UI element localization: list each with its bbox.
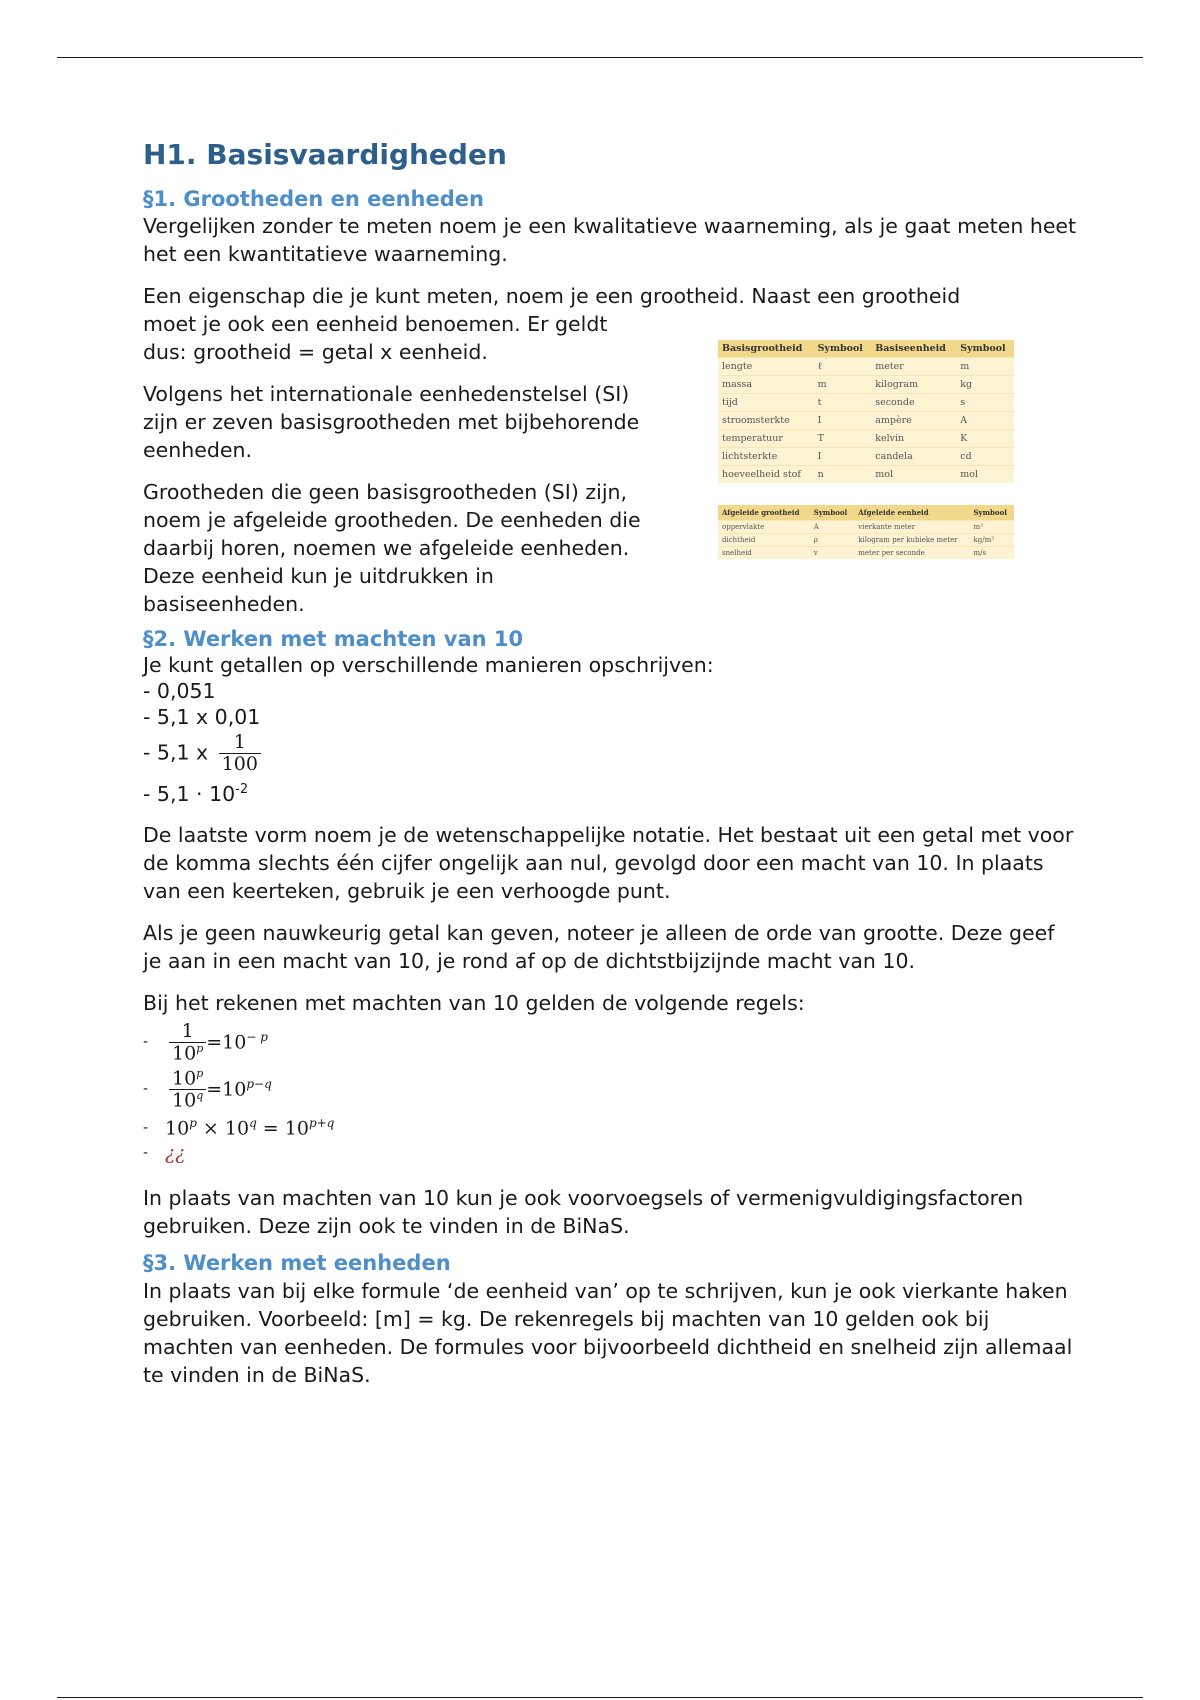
- table-cell: hoeveelheid stof: [718, 466, 814, 484]
- s2-item-3-prefix: - 5,1 x: [143, 740, 209, 765]
- s2-item-1: - 0,051: [143, 679, 216, 704]
- table-cell: kilogram per kubieke meter: [854, 534, 969, 547]
- page-title: H1. Basisvaardigheden: [143, 138, 507, 171]
- rule-3-term-c-exponent: p+q: [308, 1116, 335, 1131]
- table-cell: m: [956, 358, 1014, 376]
- table-cell: m/s: [969, 547, 1014, 560]
- table-cell: A: [956, 412, 1014, 430]
- rule-2-den-exponent: q: [196, 1089, 204, 1103]
- rule-3-term-c: = 10: [256, 1117, 309, 1140]
- rule-1-fraction: [169, 1021, 206, 1064]
- table-cell: v: [810, 547, 854, 560]
- s2-item-2: - 5,1 x 0,01: [143, 705, 261, 730]
- s2-paragraph-4: In plaats van machten van 10 kun je ook voorvoegsels of vermenigvuldigingsfactoren gebruiken. Deze zijn ook te vinden in de BiNaS.: [143, 1186, 1024, 1239]
- table-cell: s: [956, 394, 1014, 412]
- table-cell: n: [814, 466, 872, 484]
- s2-item-4-prefix: - 5,1 · 10: [143, 781, 236, 806]
- fraction: [219, 732, 261, 775]
- rule-1-rhs: [206, 1031, 268, 1053]
- table-cell: kg/m³: [969, 534, 1014, 547]
- table-cell: dichtheid: [718, 534, 810, 547]
- table-cell: meter: [871, 358, 956, 376]
- table-cell: massa: [718, 376, 814, 394]
- s1-p2-line-c: dus: grootheid = getal x eenheid.: [143, 339, 488, 364]
- rule-3-term-b-exponent: q: [249, 1116, 257, 1131]
- rule-2-den-base: 10: [172, 1089, 197, 1112]
- s1-p3-line-c: eenheden.: [143, 437, 252, 462]
- table-header-cell: Basisgrootheid: [718, 340, 814, 358]
- s2-intro: Je kunt getallen op verschillende manieren opschrijven:: [143, 653, 714, 678]
- table-cell: stroomsterkte: [718, 412, 814, 430]
- rule-2-fraction: [169, 1068, 206, 1111]
- s1-p3-line-b: zijn er zeven basisgrootheden met bijbehorende: [143, 409, 640, 434]
- s2-item-3: [143, 732, 1078, 775]
- table-cell: ampère: [871, 412, 956, 430]
- table-header-row: [718, 340, 1014, 358]
- table-cell: kg: [956, 376, 1014, 394]
- table-cell: tijd: [718, 394, 814, 412]
- s1-p2-line-b: moet je ook een eenheid benoemen. Er geldt: [143, 311, 608, 336]
- table-cell: snelheid: [718, 547, 810, 560]
- s3-paragraph-1: In plaats van bij elke formule ‘de eenheid van’ op te schrijven, kun je ook vierkante haken gebruiken. Voorbeeld: [m] = kg. De rekenregels bij machten van 10 gelden ook bij machten van eenheden. De formules voor bijvoorbeeld dichtheid en snelheid zijn allemaal te vinden in de BiNaS.: [143, 1278, 1073, 1387]
- rule-dash: -: [143, 1033, 149, 1050]
- s1-p4-line-a: Grootheden die geen basisgrootheden (SI) zijn,: [143, 479, 628, 504]
- rule-dash: -: [143, 1080, 149, 1097]
- table-row: [718, 547, 1014, 560]
- rule-2-rhs-base: =10: [206, 1078, 247, 1101]
- fraction-denominator: 100: [221, 752, 258, 775]
- rule-4-broken-glyph: ¿¿: [165, 1142, 186, 1165]
- rule-2-num-base: 10: [172, 1067, 197, 1090]
- rule-1-rhs-exponent: − p: [246, 1030, 268, 1045]
- section-1-heading: §1. Grootheden en eenheden: [143, 186, 484, 211]
- bottom-rule: [57, 1697, 1143, 1698]
- table-header-cell: Afgeleide eenheid: [854, 505, 969, 521]
- section-2-heading: §2. Werken met machten van 10: [143, 626, 524, 651]
- s2-paragraph-2: Als je geen nauwkeurig getal kan geven, noteer je alleen de orde van grootte. Deze geef je aan in een macht van 10, je rond af op de dichtstbijzijnde macht van 10.: [143, 920, 1055, 973]
- rule-3-term-a-exponent: p: [189, 1116, 197, 1131]
- si-tables-figure: [718, 340, 1014, 559]
- s1-p4-line-d: Deze eenheid kun je uitdrukken in: [143, 563, 494, 588]
- table-header-cell: Symbool: [810, 505, 854, 521]
- table-cell: oppervlakte: [718, 521, 810, 534]
- table-cell: mol: [871, 466, 956, 484]
- table-body: [718, 358, 1014, 484]
- power-rule-4: [143, 1143, 1078, 1164]
- table-body: [718, 521, 1014, 560]
- rule-2-num-exponent: p: [196, 1066, 204, 1080]
- power-rule-1: [143, 1021, 1078, 1064]
- rule-3-expression: [165, 1117, 334, 1139]
- table-row: [718, 430, 1014, 448]
- power-rule-2: [143, 1068, 1078, 1111]
- table-cell: m: [814, 376, 872, 394]
- rule-3-term-a: 10: [165, 1117, 190, 1140]
- table-row: [718, 521, 1014, 534]
- power-rules: [143, 1021, 1078, 1165]
- table-cell: I: [814, 448, 872, 466]
- s1-p4-line-b: noem je afgeleide grootheden. De eenheden die: [143, 507, 641, 532]
- table-cell: candela: [871, 448, 956, 466]
- table-row: [718, 412, 1014, 430]
- table-row: [718, 358, 1014, 376]
- rule-2-rhs: [206, 1078, 272, 1100]
- rule-1-numerator: 1: [169, 1021, 206, 1043]
- table-row: [718, 466, 1014, 484]
- rule-1-rhs-base: =10: [206, 1031, 247, 1054]
- table-cell: temperatuur: [718, 430, 814, 448]
- power-rule-3: [143, 1117, 1078, 1139]
- table-header-cell: Basiseenheid: [871, 340, 956, 358]
- s1-p4-line-c: daarbij horen, noemen we afgeleide eenheden.: [143, 535, 630, 560]
- table-cell: lengte: [718, 358, 814, 376]
- table-header-row: [718, 505, 1014, 521]
- s1-paragraph-1: Vergelijken zonder te meten noem je een kwalitatieve waarneming, als je gaat meten heet het een kwantitatieve waarneming.: [143, 213, 1077, 266]
- s2-paragraph-1: De laatste vorm noem je de wetenschappelijke notatie. Het bestaat uit een getal met voor de komma slechts één cijfer ongelijk aan nul, gevolgd door een macht van 10. In plaats van een keerteken, gebruik je een verhoogde punt.: [143, 822, 1074, 903]
- table-header-cell: Symbool: [969, 505, 1014, 521]
- s2-paragraph-3: Bij het rekenen met machten van 10 gelden de volgende regels:: [143, 990, 805, 1015]
- rule-3-term-b: × 10: [196, 1117, 250, 1140]
- table-cell: meter per seconde: [854, 547, 969, 560]
- table-row: [718, 376, 1014, 394]
- table-header-cell: Symbool: [956, 340, 1014, 358]
- rule-1-denominator: [169, 1043, 206, 1064]
- table-cell: lichtsterkte: [718, 448, 814, 466]
- table-row: [718, 448, 1014, 466]
- table-cell: t: [814, 394, 872, 412]
- table-header-cell: Afgeleide grootheid: [718, 505, 810, 521]
- fraction-numerator: 1: [219, 732, 261, 754]
- table-cell: cd: [956, 448, 1014, 466]
- table-cell: K: [956, 430, 1014, 448]
- s1-p2-line-a: Een eigenschap die je kunt meten, noem je een grootheid. Naast een grootheid: [143, 283, 961, 308]
- table-cell: T: [814, 430, 872, 448]
- rule-2-denominator: [169, 1090, 206, 1111]
- document-body: [143, 138, 1078, 1403]
- table-cell: kilogram: [871, 376, 956, 394]
- base-quantities-table: [718, 340, 1014, 483]
- table-row: [718, 394, 1014, 412]
- rule-dash: -: [143, 1119, 149, 1136]
- table-header-cell: Symbool: [814, 340, 872, 358]
- s1-p4-line-e: basiseenheden.: [143, 591, 305, 616]
- s2-item-4-exponent: -2: [235, 781, 249, 797]
- rule-1-den-exponent: p: [196, 1041, 204, 1055]
- table-cell: seconde: [871, 394, 956, 412]
- table-cell: I: [814, 412, 872, 430]
- rule-1-den-base: 10: [172, 1041, 197, 1064]
- table-row: [718, 534, 1014, 547]
- table-cell: A: [810, 521, 854, 534]
- top-rule: [57, 57, 1143, 58]
- rule-2-numerator: [169, 1068, 206, 1090]
- table-cell: mol: [956, 466, 1014, 484]
- table-cell: ℓ: [814, 358, 872, 376]
- section-3-heading: §3. Werken met eenheden: [143, 1251, 451, 1276]
- s2-item-4: [143, 777, 1078, 807]
- table-cell: ρ: [810, 534, 854, 547]
- table-cell: vierkante meter: [854, 521, 969, 534]
- table-cell: kelvin: [871, 430, 956, 448]
- rule-2-rhs-exponent: p−q: [246, 1077, 272, 1092]
- rule-dash: -: [143, 1145, 149, 1162]
- table-cell: m²: [969, 521, 1014, 534]
- derived-quantities-table: [718, 505, 1014, 559]
- s1-p3-line-a: Volgens het internationale eenhedenstelsel (SI): [143, 381, 630, 406]
